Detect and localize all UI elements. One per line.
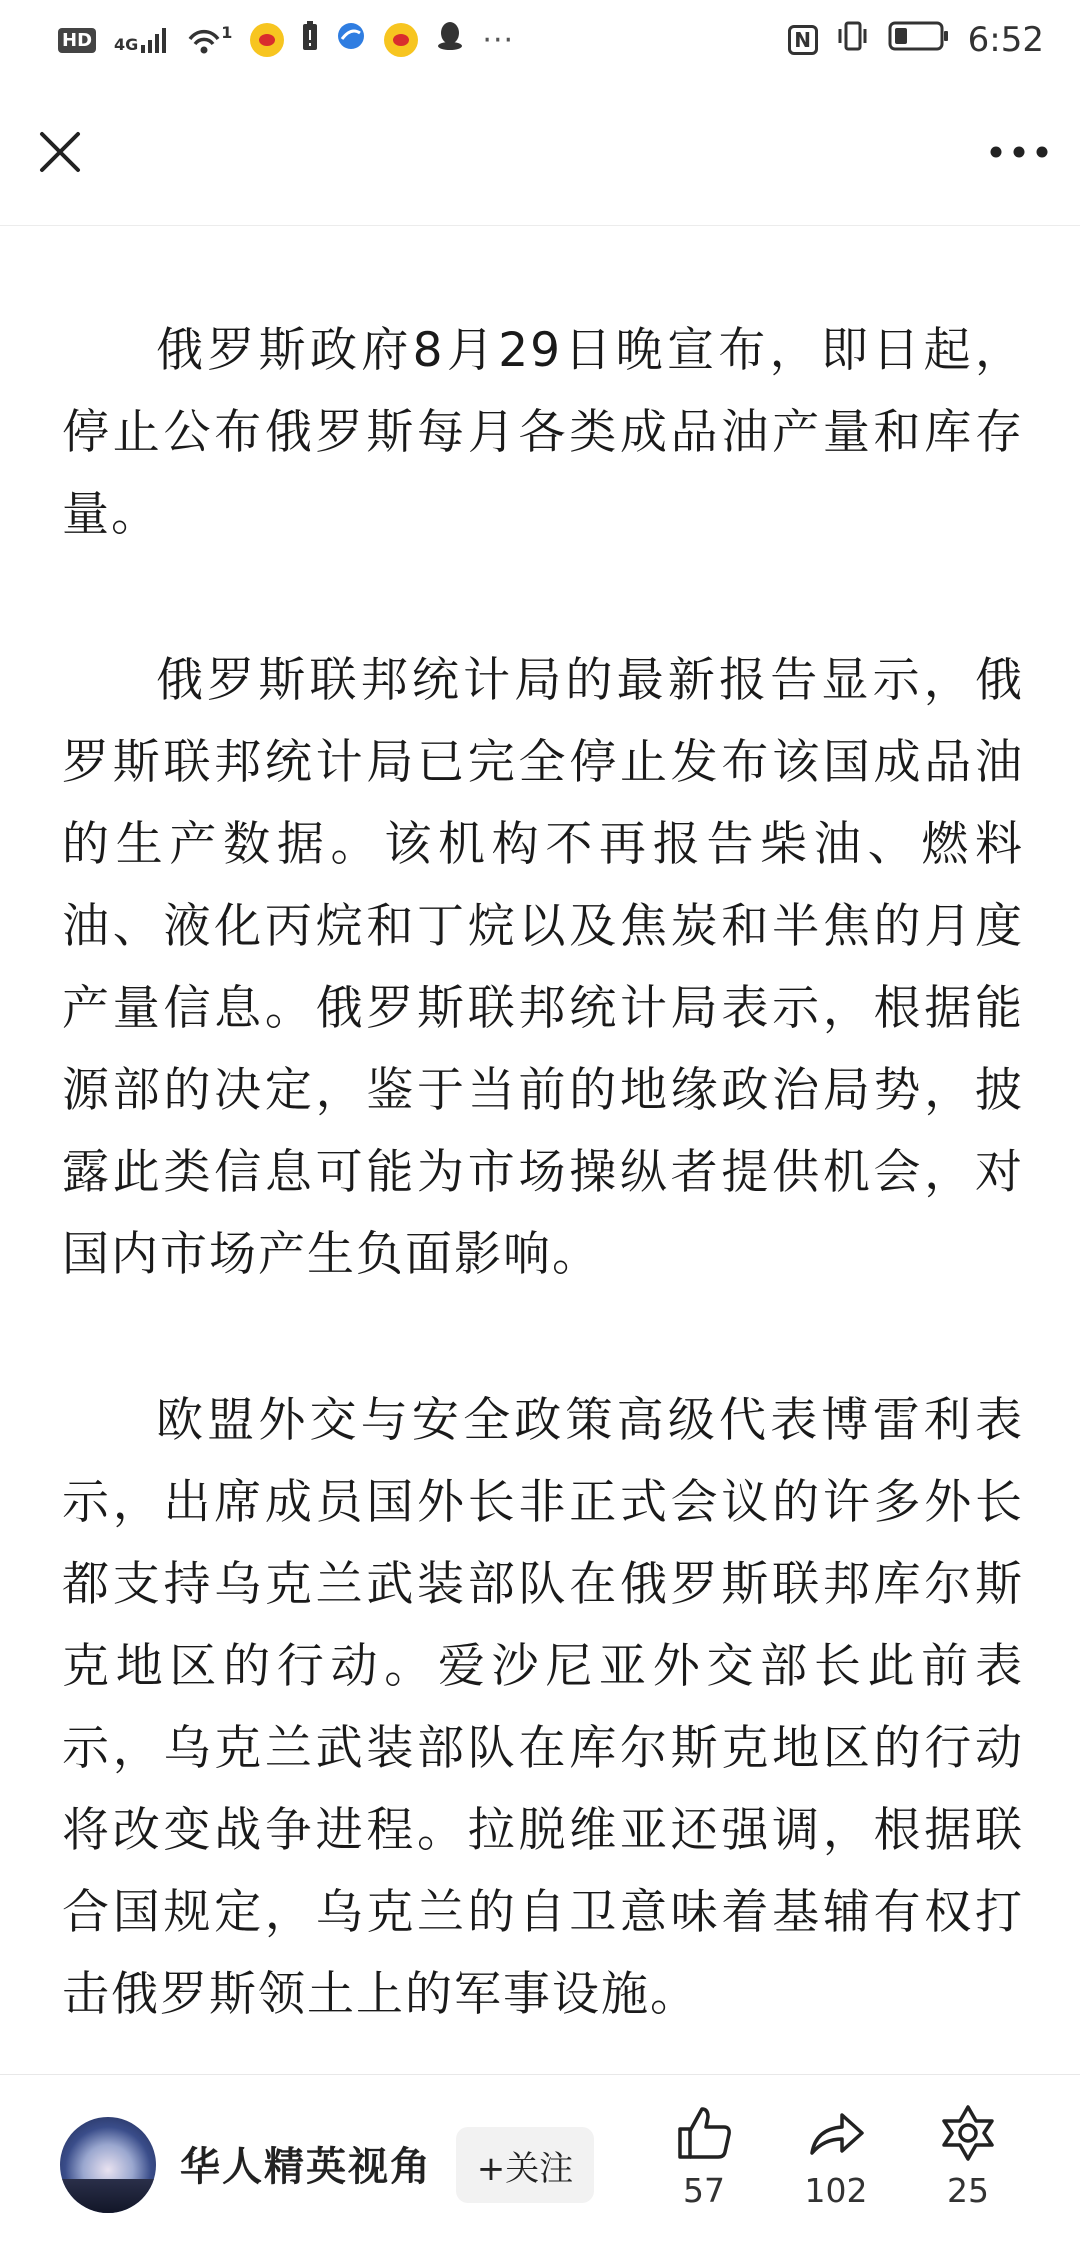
more-button[interactable] <box>984 120 1054 184</box>
article-body <box>62 310 1024 2120</box>
battery-alert-icon <box>302 21 318 59</box>
weibo-icon <box>250 23 284 57</box>
battery-icon <box>888 21 950 59</box>
author-name[interactable]: 华人精英视角 <box>180 2144 432 2190</box>
qq-icon <box>436 20 464 60</box>
nav-bar <box>0 80 1080 226</box>
thumbs-up-icon <box>674 2103 734 2163</box>
weibo-icon <box>384 23 418 57</box>
status-bar <box>0 0 1080 80</box>
like-count: 57 <box>683 2171 725 2210</box>
clock: 6:52 <box>967 20 1044 60</box>
more-icon <box>989 145 1049 159</box>
signal-icon <box>114 27 169 53</box>
share-button[interactable] <box>776 2103 896 2210</box>
vibrate-icon <box>836 20 870 60</box>
network-type-label: 4G <box>114 35 139 54</box>
status-left <box>58 20 514 60</box>
share-icon <box>806 2103 866 2163</box>
like-button[interactable] <box>644 2103 764 2210</box>
wifi-icon <box>187 25 232 55</box>
hd-icon: HD <box>58 28 96 53</box>
article-paragraph: 俄罗斯政府8月29日晚宣布，即日起，停止公布俄罗斯每月各类成品油产量和库存量。 <box>62 323 1024 542</box>
follow-button[interactable]: +关注 <box>456 2127 594 2203</box>
bottom-action-bar <box>0 2074 1080 2244</box>
browser-icon <box>336 21 366 59</box>
close-icon <box>36 128 84 176</box>
reward-button[interactable] <box>908 2103 1028 2210</box>
wifi-badge: 1 <box>221 23 233 42</box>
reward-icon <box>938 2103 998 2163</box>
more-notifications-icon: ··· <box>482 22 515 58</box>
close-button[interactable] <box>28 120 92 184</box>
reward-count: 25 <box>947 2171 989 2210</box>
status-right <box>788 20 1044 60</box>
article-paragraph: 欧盟外交与安全政策高级代表博雷利表示，出席成员国外长非正式会议的许多外长都支持乌克兰武装部队在俄罗斯联邦库尔斯克地区的行动。爱沙尼亚外交部长此前表示，乌克兰武装部队在库尔斯克地区的行动将改变战争进程。拉脱维亚还强调，根据联合国规定，乌克兰的自卫意味着基辅有权打击俄罗斯领土上的军事设施。 <box>62 1393 1024 2022</box>
nfc-icon: N <box>788 25 818 55</box>
author-avatar[interactable] <box>60 2117 156 2213</box>
article-paragraph: 俄罗斯联邦统计局的最新报告显示，俄罗斯联邦统计局已完全停止发布该国成品油的生产数据。该机构不再报告柴油、燃料油、液化丙烷和丁烷以及焦炭和半焦的月度产量信息。俄罗斯联邦统计局表示，根据能源部的决定，鉴于当前的地缘政治局势，披露此类信息可能为市场操纵者提供机会，对国内市场产生负面影响。 <box>62 653 1024 1282</box>
share-count: 102 <box>804 2171 868 2210</box>
